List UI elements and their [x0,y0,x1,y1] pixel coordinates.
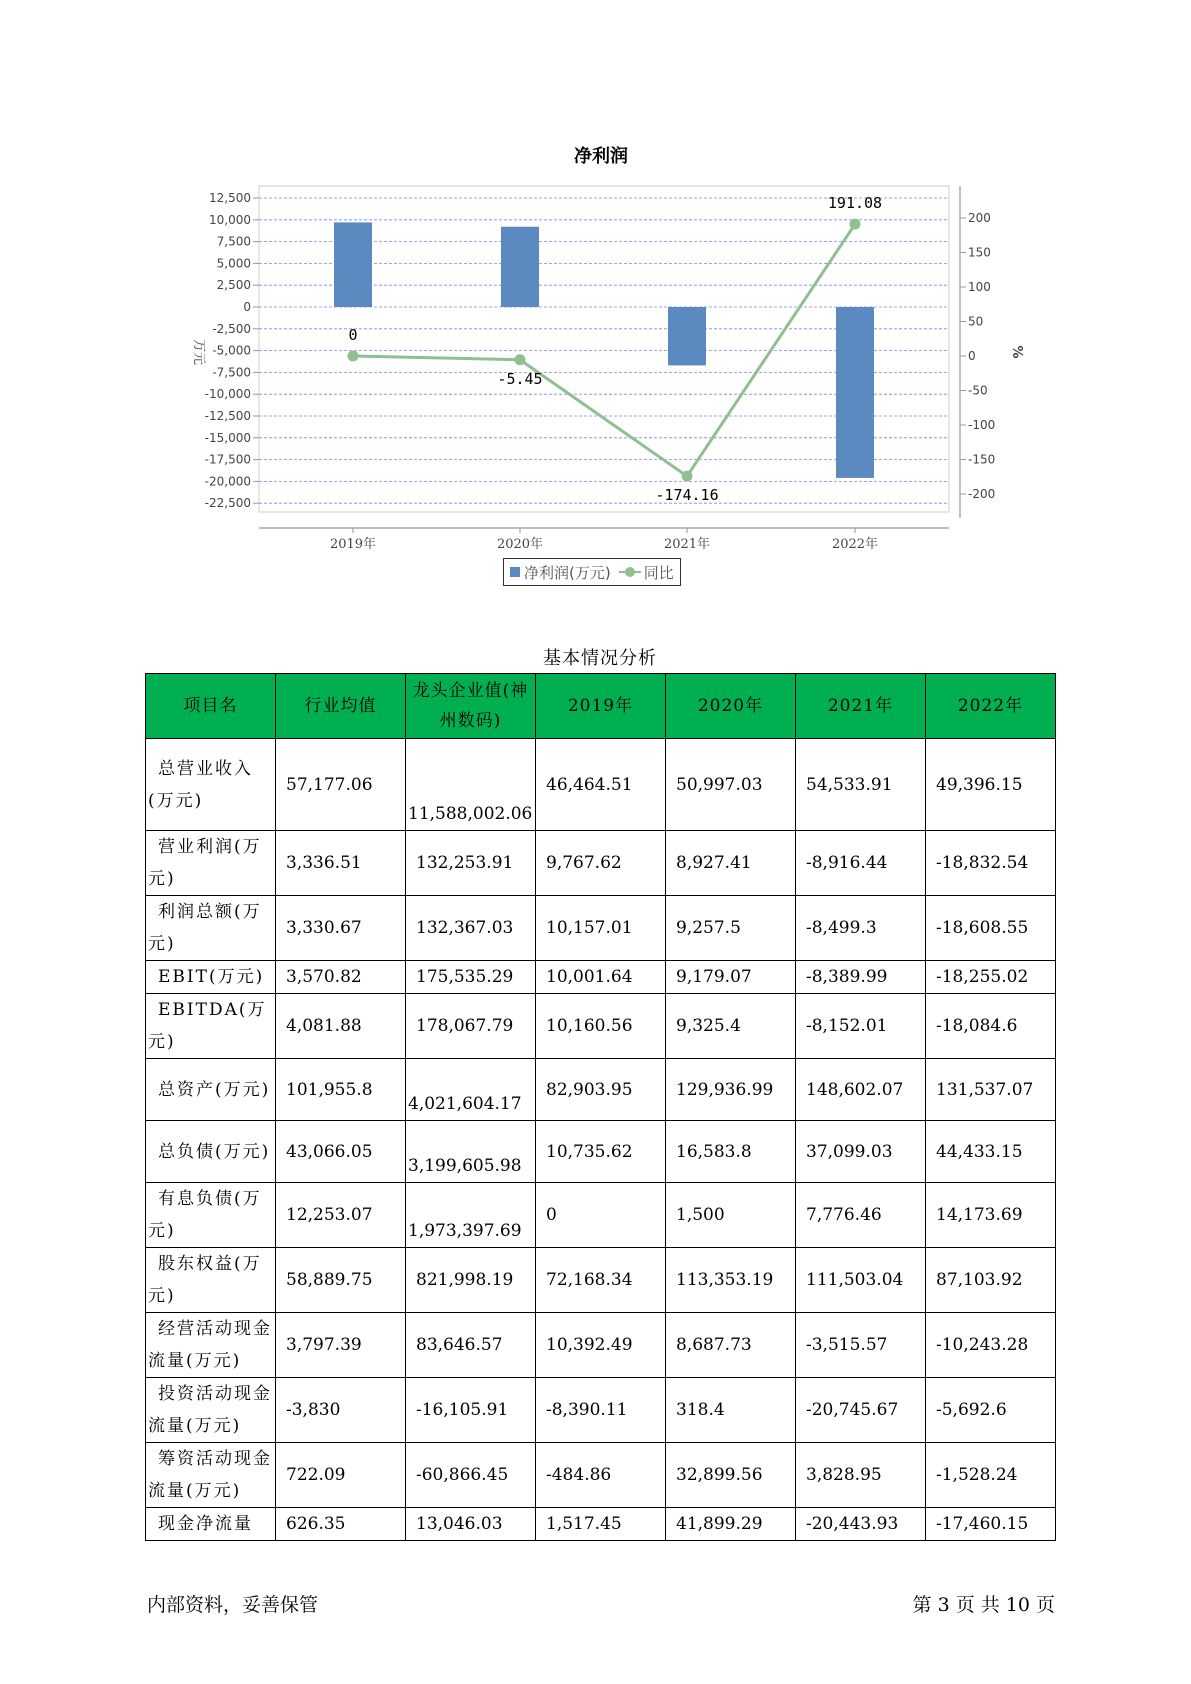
bar-net-profit [334,222,372,307]
table-row [146,1121,1056,1183]
header-cell: 龙头企业值(神州数码) [406,674,536,739]
table-header-row [146,674,1056,739]
y-tick-label: -7,500 [212,365,251,380]
table-cell: -18,832.54 [926,831,1056,896]
table-cell: 132,253.91 [406,831,536,896]
x-tick-label: 2020年 [496,537,544,552]
table-cell: 43,066.05 [276,1121,406,1183]
table-cell: -18,255.02 [926,961,1056,994]
table-row [146,896,1056,961]
data-label-yoy: -174.16 [655,486,719,505]
table-row [146,1508,1056,1541]
table-cell: 50,997.03 [666,739,796,831]
table-cell: 3,570.82 [276,961,406,994]
header-cell: 项目名 [146,674,276,739]
table-cell: 10,001.64 [536,961,666,994]
table-cell: 8,927.41 [666,831,796,896]
table-cell: -3,830 [276,1378,406,1443]
table-cell: 10,392.49 [536,1313,666,1378]
table-cell: 1,500 [666,1183,796,1248]
table-cell: 3,330.67 [276,896,406,961]
legend-bar-swatch [510,567,520,577]
row-label: EBITDA(万元) [146,994,276,1059]
table-cell: 175,535.29 [406,961,536,994]
table-cell: 722.09 [276,1443,406,1508]
table-row [146,1183,1056,1248]
table-cell: -484.86 [536,1443,666,1508]
point-yoy [682,471,693,482]
table-cell: -8,916.44 [796,831,926,896]
table-cell: -18,608.55 [926,896,1056,961]
table-row [146,1248,1056,1313]
table-cell: 9,325.4 [666,994,796,1059]
y2-tick-label: 150 [968,245,991,260]
table-cell: 37,099.03 [796,1121,926,1183]
y-tick-label: -15,000 [204,430,251,445]
table-row [146,1059,1056,1121]
table-cell: 0 [536,1183,666,1248]
table-cell: 10,735.62 [536,1121,666,1183]
line-yoy [353,224,855,476]
header-cell: 2022年 [926,674,1056,739]
y-tick-label: -12,500 [204,409,251,423]
row-label: 总营业收入(万元) [146,739,276,831]
table-cell: 41,899.29 [666,1508,796,1541]
row-label: EBIT(万元) [146,961,276,994]
table-cell: 12,253.07 [276,1183,406,1248]
y-axis-title: 万元 [191,338,206,366]
y-tick-label: -22,500 [204,496,251,511]
table-cell: 3,828.95 [796,1443,926,1508]
row-label: 投资活动现金流量(万元) [146,1378,276,1443]
table-cell: 7,776.46 [796,1183,926,1248]
row-label: 经营活动现金流量(万元) [146,1313,276,1378]
bar-net-profit [501,227,539,307]
table-cell: 3,199,605.98 [406,1121,536,1183]
header-cell: 2020年 [666,674,796,739]
table-cell: 83,646.57 [406,1313,536,1378]
row-label: 营业利润(万元) [146,831,276,896]
table-cell: 32,899.56 [666,1443,796,1508]
y2-tick-label: -100 [968,418,996,432]
table-cell: -8,389.99 [796,961,926,994]
legend-line-swatch [619,567,641,577]
table-row [146,831,1056,896]
y2-tick-label: 100 [968,280,991,294]
point-yoy [515,354,526,365]
table-row [146,1443,1056,1508]
net-profit-chart [0,0,1191,600]
table-cell: 178,067.79 [406,994,536,1059]
table-cell: 9,179.07 [666,961,796,994]
table-cell: 10,157.01 [536,896,666,961]
row-label: 总负债(万元) [146,1121,276,1183]
table-row [146,739,1056,831]
table-cell: 10,160.56 [536,994,666,1059]
table-cell: 82,903.95 [536,1059,666,1121]
table-cell: 72,168.34 [536,1248,666,1313]
row-label: 总资产(万元) [146,1059,276,1121]
header-cell: 2019年 [536,674,666,739]
table-body [146,739,1056,1541]
x-tick-label: 2022年 [831,537,879,552]
y-tick-label: -10,000 [204,387,251,402]
row-label: 现金净流量 [146,1508,276,1541]
chart-svg [0,0,1191,600]
y-tick-label: 12,500 [209,191,251,205]
table-title: 基本情况分析 [543,648,657,669]
y-tick-label: 2,500 [216,278,251,293]
y-tick-label: 5,000 [216,256,251,271]
table-row [146,1313,1056,1378]
table-cell: 4,021,604.17 [406,1059,536,1121]
point-yoy [348,351,359,362]
table-cell: -3,515.57 [796,1313,926,1378]
table-cell: -60,866.45 [406,1443,536,1508]
footer-page-number: 第 3 页 共 10 页 [912,1594,1055,1616]
table-cell: -17,460.15 [926,1508,1056,1541]
table-cell: 111,503.04 [796,1248,926,1313]
y-tick-label: -20,000 [204,474,251,489]
table-cell: 113,353.19 [666,1248,796,1313]
table-cell: -5,692.6 [926,1378,1056,1443]
table-cell: 318.4 [666,1378,796,1443]
y2-tick-label: 50 [968,314,984,329]
y2-tick-label: 0 [968,349,976,363]
chart-title: 净利润 [574,146,628,167]
header-cell: 行业均值 [276,674,406,739]
data-label-yoy: 0 [348,326,358,344]
y-tick-label: -2,500 [212,321,251,336]
row-label: 股东权益(万元) [146,1248,276,1313]
table-cell: -20,443.93 [796,1508,926,1541]
table-cell: 131,537.07 [926,1059,1056,1121]
table-cell: -1,528.24 [926,1443,1056,1508]
row-label: 利润总额(万元) [146,896,276,961]
y-tick-label: 10,000 [209,212,251,227]
y2-tick-label: -150 [968,452,996,467]
data-label-yoy: -5.45 [497,369,543,388]
table-cell: 4,081.88 [276,994,406,1059]
data-label-yoy: 191.08 [827,194,883,213]
point-yoy [850,219,861,230]
table-cell: 44,433.15 [926,1121,1056,1183]
table-cell: 54,533.91 [796,739,926,831]
row-label: 有息负债(万元) [146,1183,276,1248]
table-cell: 11,588,002.06 [406,739,536,831]
table-cell: 49,396.15 [926,739,1056,831]
table-cell: 132,367.03 [406,896,536,961]
table-cell: 8,687.73 [666,1313,796,1378]
table-cell: 46,464.51 [536,739,666,831]
bar-net-profit [668,307,706,365]
table-row [146,994,1056,1059]
y2-tick-label: 200 [968,211,991,225]
y2-tick-label: -200 [968,487,996,501]
table-cell: 101,955.8 [276,1059,406,1121]
y-tick-label: 7,500 [216,234,251,249]
table-cell: 3,336.51 [276,831,406,896]
table-cell: 9,767.62 [536,831,666,896]
legend-bar-label: 净利润(万元) [524,563,611,582]
y2-tick-label: -50 [968,383,988,398]
chart-legend [503,558,681,586]
table-cell: 13,046.03 [406,1508,536,1541]
table-cell: -20,745.67 [796,1378,926,1443]
table-row [146,961,1056,994]
legend-line-label: 同比 [643,563,674,582]
y-tick-label: -17,500 [204,452,251,467]
table-cell: 87,103.92 [926,1248,1056,1313]
y-tick-label: -5,000 [212,343,251,358]
table-cell: 58,889.75 [276,1248,406,1313]
y-tick-label: 0 [243,300,251,314]
table-cell: 9,257.5 [666,896,796,961]
x-tick-label: 2019年 [329,537,377,552]
y2-axis-title: % [1009,345,1024,359]
table-cell: -8,499.3 [796,896,926,961]
table-cell: 129,936.99 [666,1059,796,1121]
table-cell: -18,084.6 [926,994,1056,1059]
table-cell: 821,998.19 [406,1248,536,1313]
table-cell: -8,152.01 [796,994,926,1059]
table-cell: 1,517.45 [536,1508,666,1541]
table-cell: -8,390.11 [536,1378,666,1443]
table-row [146,1378,1056,1443]
x-tick-label: 2021年 [663,537,711,552]
basic-analysis-table [145,673,1056,1541]
table-cell: -16,105.91 [406,1378,536,1443]
footer-confidential-note: 内部资料，妥善保管 [147,1594,319,1616]
table-cell: 148,602.07 [796,1059,926,1121]
table-cell: 1,973,397.69 [406,1183,536,1248]
table-cell: -10,243.28 [926,1313,1056,1378]
table-cell: 3,797.39 [276,1313,406,1378]
header-cell: 2021年 [796,674,926,739]
bar-net-profit [836,307,874,478]
table-cell: 626.35 [276,1508,406,1541]
row-label: 筹资活动现金流量(万元) [146,1443,276,1508]
table-cell: 14,173.69 [926,1183,1056,1248]
table-cell: 16,583.8 [666,1121,796,1183]
table-cell: 57,177.06 [276,739,406,831]
